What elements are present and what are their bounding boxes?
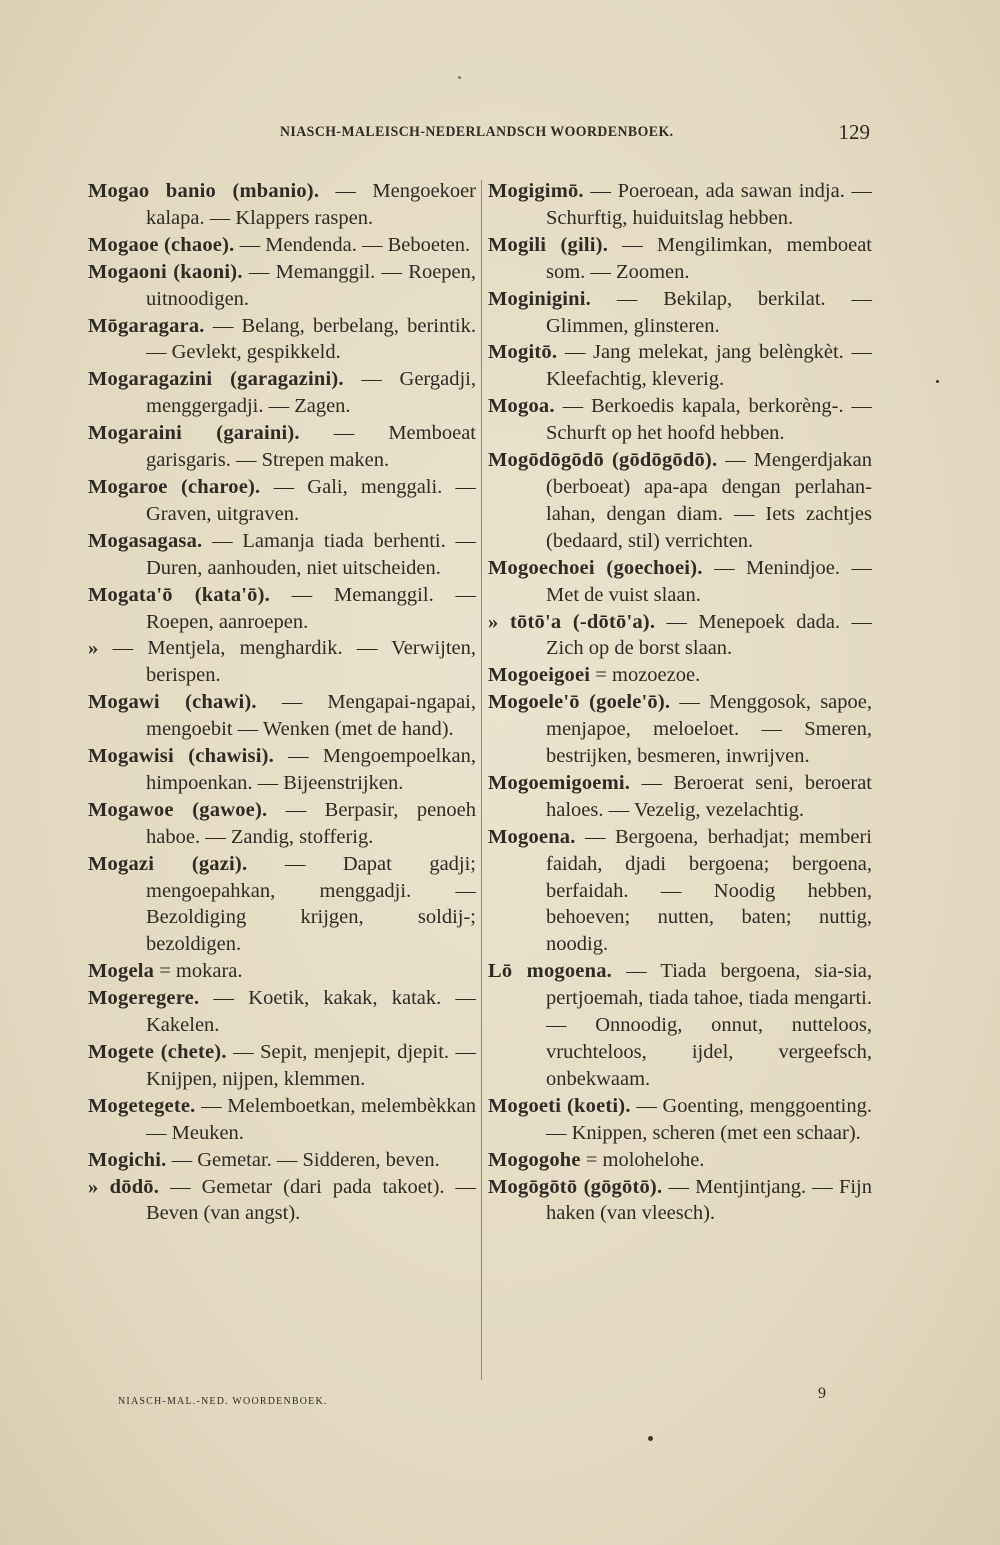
dictionary-entry — [88, 958, 476, 985]
dictionary-entry — [488, 339, 872, 393]
entry-headword: Mogichi. — [88, 1148, 167, 1171]
entry-definition: — Mentjintjang. — Fijn haken (van vleesch). — [546, 1175, 872, 1225]
dictionary-entry — [88, 635, 476, 689]
entry-definition: = mokara. — [159, 960, 243, 983]
entry-definition: — Bekilap, berkilat. — Glimmen, glinsteren. — [546, 287, 873, 337]
entry-headword: Mogetegete. — [88, 1094, 196, 1117]
entry-definition: — Gali, menggali. — Graven, uitgraven. — [146, 475, 477, 525]
entry-headword: Mogōdōgōdō (gōdōgōdō). — [488, 449, 718, 472]
entry-definition: — Koetik, kakak, katak. — Kakelen. — [146, 987, 477, 1037]
dictionary-entry — [488, 662, 872, 689]
dictionary-entry — [88, 851, 476, 959]
header-title: NIASCH-MALEISCH-NEDERLANDSCH WOORDENBOEK. — [280, 124, 674, 140]
dictionary-entry — [488, 609, 872, 663]
column-divider — [481, 180, 482, 1380]
entry-definition: — Mengilimkan, memboeat som. — Zoomen. — [546, 233, 873, 283]
entry-definition: — Gemetar. — Sidderen, beven. — [171, 1148, 440, 1171]
entry-headword: Mogela — [88, 960, 155, 983]
entry-headword: Mogoeigoei — [488, 664, 591, 687]
entry-headword: Mogata'ō (kata'ō). — [88, 583, 270, 606]
dictionary-entry — [88, 474, 476, 528]
dictionary-entry — [88, 232, 476, 259]
entry-definition: — Berkoedis kapala, berkorèng-. — Schurft op het hoofd hebben. — [546, 395, 872, 445]
entry-headword: Mogazi (gazi). — [88, 852, 248, 875]
dictionary-entry — [488, 393, 872, 447]
entry-headword: Mogoa. — [488, 395, 555, 418]
entry-definition: — Jang melekat, jang belèngkèt. — Kleefachtig, kleverig. — [546, 341, 873, 391]
entry-headword: Mogitō. — [488, 341, 558, 364]
dictionary-entry — [88, 1174, 476, 1228]
entry-headword: Mogawi (chawi). — [88, 691, 257, 714]
entry-headword: Mogao banio (mbanio). — [88, 180, 320, 202]
entry-definition: — Beroerat seni, beroerat haloes. — Vezelig, vezelachtig. — [546, 771, 872, 821]
entry-headword: Mogaoe (chaoe). — [88, 233, 235, 256]
entry-headword: » tōtō'a (-dōtō'a). — [488, 610, 656, 633]
entry-headword: Mogaraini (garaini). — [88, 422, 300, 445]
entry-definition: — Belang, berbelang, berintik. — Gevlekt, gespikkeld. — [146, 314, 476, 364]
ink-speck — [458, 76, 461, 79]
dictionary-entry — [88, 528, 476, 582]
entry-definition: — Memanggil. — Roepen, uitnoodigen. — [146, 260, 477, 310]
entry-definition: — Melemboetkan, melembèkkan — Meuken. — [146, 1094, 476, 1144]
entry-headword: Mogeregere. — [88, 987, 200, 1010]
entry-headword: Mogete (chete). — [88, 1041, 227, 1063]
dictionary-entry — [88, 313, 476, 367]
entry-headword: Mogogohe — [488, 1148, 581, 1171]
entry-definition: — Menindjoe. — Met de vuist slaan. — [546, 556, 872, 606]
entry-headword: Lō mogoena. — [488, 960, 612, 983]
entry-headword: Mogaoni (kaoni). — [88, 260, 243, 283]
entry-definition: — Menggosok, sapoe, menjapoe, meloeloet. — Smeren, bestrijken, besmeren, inwrijven. — [546, 691, 873, 768]
entry-definition: — Mendenda. — Beboeten. — [239, 233, 471, 256]
entry-definition: — Goenting, menggoenting. — Knippen, scheren (met een schaar). — [546, 1094, 872, 1144]
dictionary-entry — [88, 178, 476, 232]
entry-definition: — Berpasir, penoeh haboe. — Zandig, stofferig. — [146, 798, 477, 848]
right-column — [488, 178, 872, 1227]
dictionary-entry — [488, 958, 872, 1093]
entry-definition: = molohelohe. — [585, 1148, 705, 1171]
page-number: 129 — [838, 120, 870, 144]
entry-headword: Mogili (gili). — [488, 233, 609, 256]
entry-definition: — Mengerdjakan (berboeat) apa-apa dengan perlahan-lahan, dengan diam. — Iets zachtjes (bedaard, stil) verrichten. — [546, 449, 872, 552]
dictionary-entry — [488, 1147, 872, 1174]
dictionary-entry — [488, 555, 872, 609]
entry-definition: — Mengoempoelkan, himpoenkan. — Bijeenstrijken. — [146, 745, 477, 794]
entry-headword: Mogaragazini (garagazini). — [88, 368, 344, 391]
entry-definition: = mozoezoe. — [595, 664, 701, 687]
dictionary-entry — [488, 1093, 872, 1147]
entry-headword: Mogasagasa. — [88, 529, 203, 552]
entry-definition: — Mentjela, menghardik. — Verwijten, berispen. — [112, 637, 477, 687]
entry-definition: — Bergoena, berhadjat; memberi faidah, djadi bergoena; bergoena, berfaidah. — Noodig hebben, behoeven; nutten, baten; nuttig, noodig. — [546, 825, 873, 956]
dictionary-entry — [88, 743, 476, 797]
dictionary-entry — [88, 689, 476, 743]
entry-headword: Mōgaragara. — [88, 314, 205, 337]
entry-headword: Mogoemigoemi. — [488, 771, 631, 794]
dictionary-entry — [488, 824, 872, 959]
entry-definition: — Dapat gadji; mengoepahkan, menggadji. — Bezoldiging krijgen, soldij-; bezoldigen. — [146, 852, 477, 956]
entry-definition: — Sepit, menjepit, djepit. — Knijpen, nijpen, klemmen. — [146, 1041, 476, 1090]
entry-definition: — Lamanja tiada berhenti. — Duren, aanhouden, niet uitscheiden. — [146, 529, 477, 579]
dictionary-entry — [488, 689, 872, 770]
dictionary-entry — [88, 1147, 476, 1174]
entry-headword: Mogigimō. — [488, 180, 584, 202]
left-column — [88, 178, 476, 1227]
sheet-number: 9 — [818, 1385, 826, 1402]
entry-definition: — Menepoek dada. — Zich op de borst slaan. — [546, 610, 872, 660]
entry-definition: — Gemetar (dari pada takoet). — Beven (van angst). — [146, 1175, 477, 1225]
entry-headword: Mogawoe (gawoe). — [88, 798, 268, 821]
entry-headword: Mogawisi (chawisi). — [88, 745, 274, 768]
entry-headword: Mogoele'ō (goele'ō). — [488, 691, 671, 714]
dictionary-entry — [88, 1093, 476, 1147]
entry-definition: — Gergadji, menggergadji. — Zagen. — [146, 368, 477, 418]
dictionary-entry — [488, 232, 872, 286]
running-header — [280, 120, 870, 150]
entry-definition: — Memboeat garisgaris. — Strepen maken. — [146, 422, 476, 472]
entry-headword: » dōdō. — [88, 1175, 160, 1198]
dictionary-entry — [488, 770, 872, 824]
entry-definition: — Tiada bergoena, sia-sia, pertjoemah, tiada tahoe, tiada mengarti. — Onnoodig, onnut, nutteloos, vruchteloos, ijdel, vergeefsch, onbekwaam. — [546, 960, 873, 1090]
dictionary-entry — [488, 447, 872, 555]
entry-headword: Mogoena. — [488, 825, 576, 848]
dictionary-entry — [88, 1039, 476, 1093]
dictionary-entry — [488, 178, 872, 232]
dictionary-entry — [88, 985, 476, 1039]
entry-headword: Mogōgōtō (gōgōtō). — [488, 1175, 663, 1198]
entry-headword: Mogaroe (charoe). — [88, 475, 261, 498]
ink-speck — [936, 380, 939, 383]
dictionary-entry — [88, 797, 476, 851]
dictionary-entry — [88, 582, 476, 636]
entry-definition: — Memanggil. — Roepen, aanroepen. — [146, 583, 476, 633]
entry-definition: — Mengapai-ngapai, mengoebit — Wenken (met de hand). — [146, 691, 476, 741]
entry-headword: » — [88, 637, 99, 660]
ink-speck — [648, 1436, 653, 1441]
dictionary-entry — [488, 286, 872, 340]
dictionary-entry — [88, 420, 476, 474]
dictionary-entry — [488, 1174, 872, 1228]
entry-definition: — Mengoekoer kalapa. — Klappers raspen. — [146, 180, 477, 229]
entry-definition: — Poeroean, ada sawan indja. — Schurftig, huiduitslag hebben. — [546, 180, 873, 229]
entry-headword: Moginigini. — [488, 287, 592, 310]
entry-headword: Mogoeti (koeti). — [488, 1094, 631, 1117]
dictionary-entry — [88, 259, 476, 313]
dictionary-entry — [88, 366, 476, 420]
entry-headword: Mogoechoei (goechoei). — [488, 556, 703, 579]
sheet-signature: NIASCH-MAL.-NED. WOORDENBOEK. — [118, 1396, 328, 1407]
